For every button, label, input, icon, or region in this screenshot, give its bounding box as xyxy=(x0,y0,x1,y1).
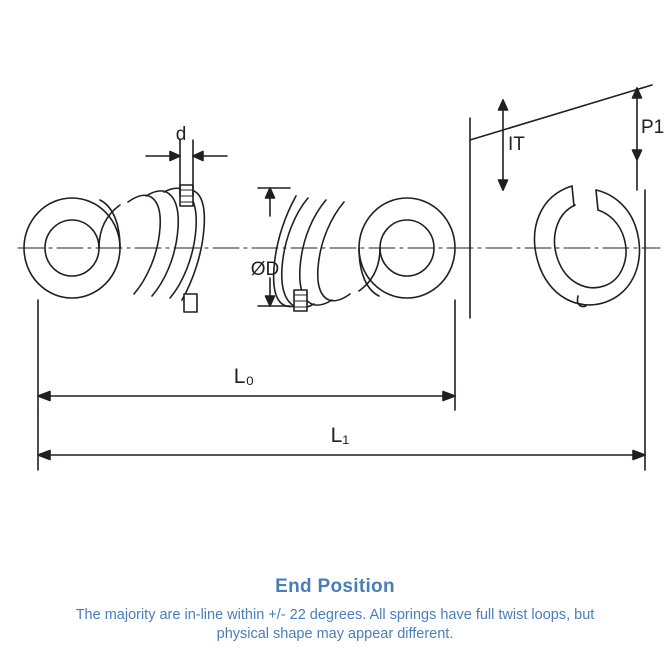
label-outer-diameter: ØD xyxy=(250,259,280,280)
end-position-hook xyxy=(535,186,640,307)
label-wire-diameter: d xyxy=(175,124,187,145)
label-initial-tension: IT xyxy=(508,134,525,155)
label-extended-length: L₁ xyxy=(330,424,350,447)
dim-free-length xyxy=(38,300,455,410)
caption-note: The majority are in-line within +/- 22 degrees. All springs have full twist loops, but physical shape may appear different. xyxy=(75,607,595,642)
right-coil-body xyxy=(274,196,350,311)
label-position-1: P1 xyxy=(641,117,665,138)
caption-title: End Position xyxy=(275,576,395,597)
dim-position-1 xyxy=(633,88,642,190)
dim-initial-tension xyxy=(470,85,652,318)
caption-block xyxy=(0,576,670,644)
label-free-length: L₀ xyxy=(233,365,255,388)
